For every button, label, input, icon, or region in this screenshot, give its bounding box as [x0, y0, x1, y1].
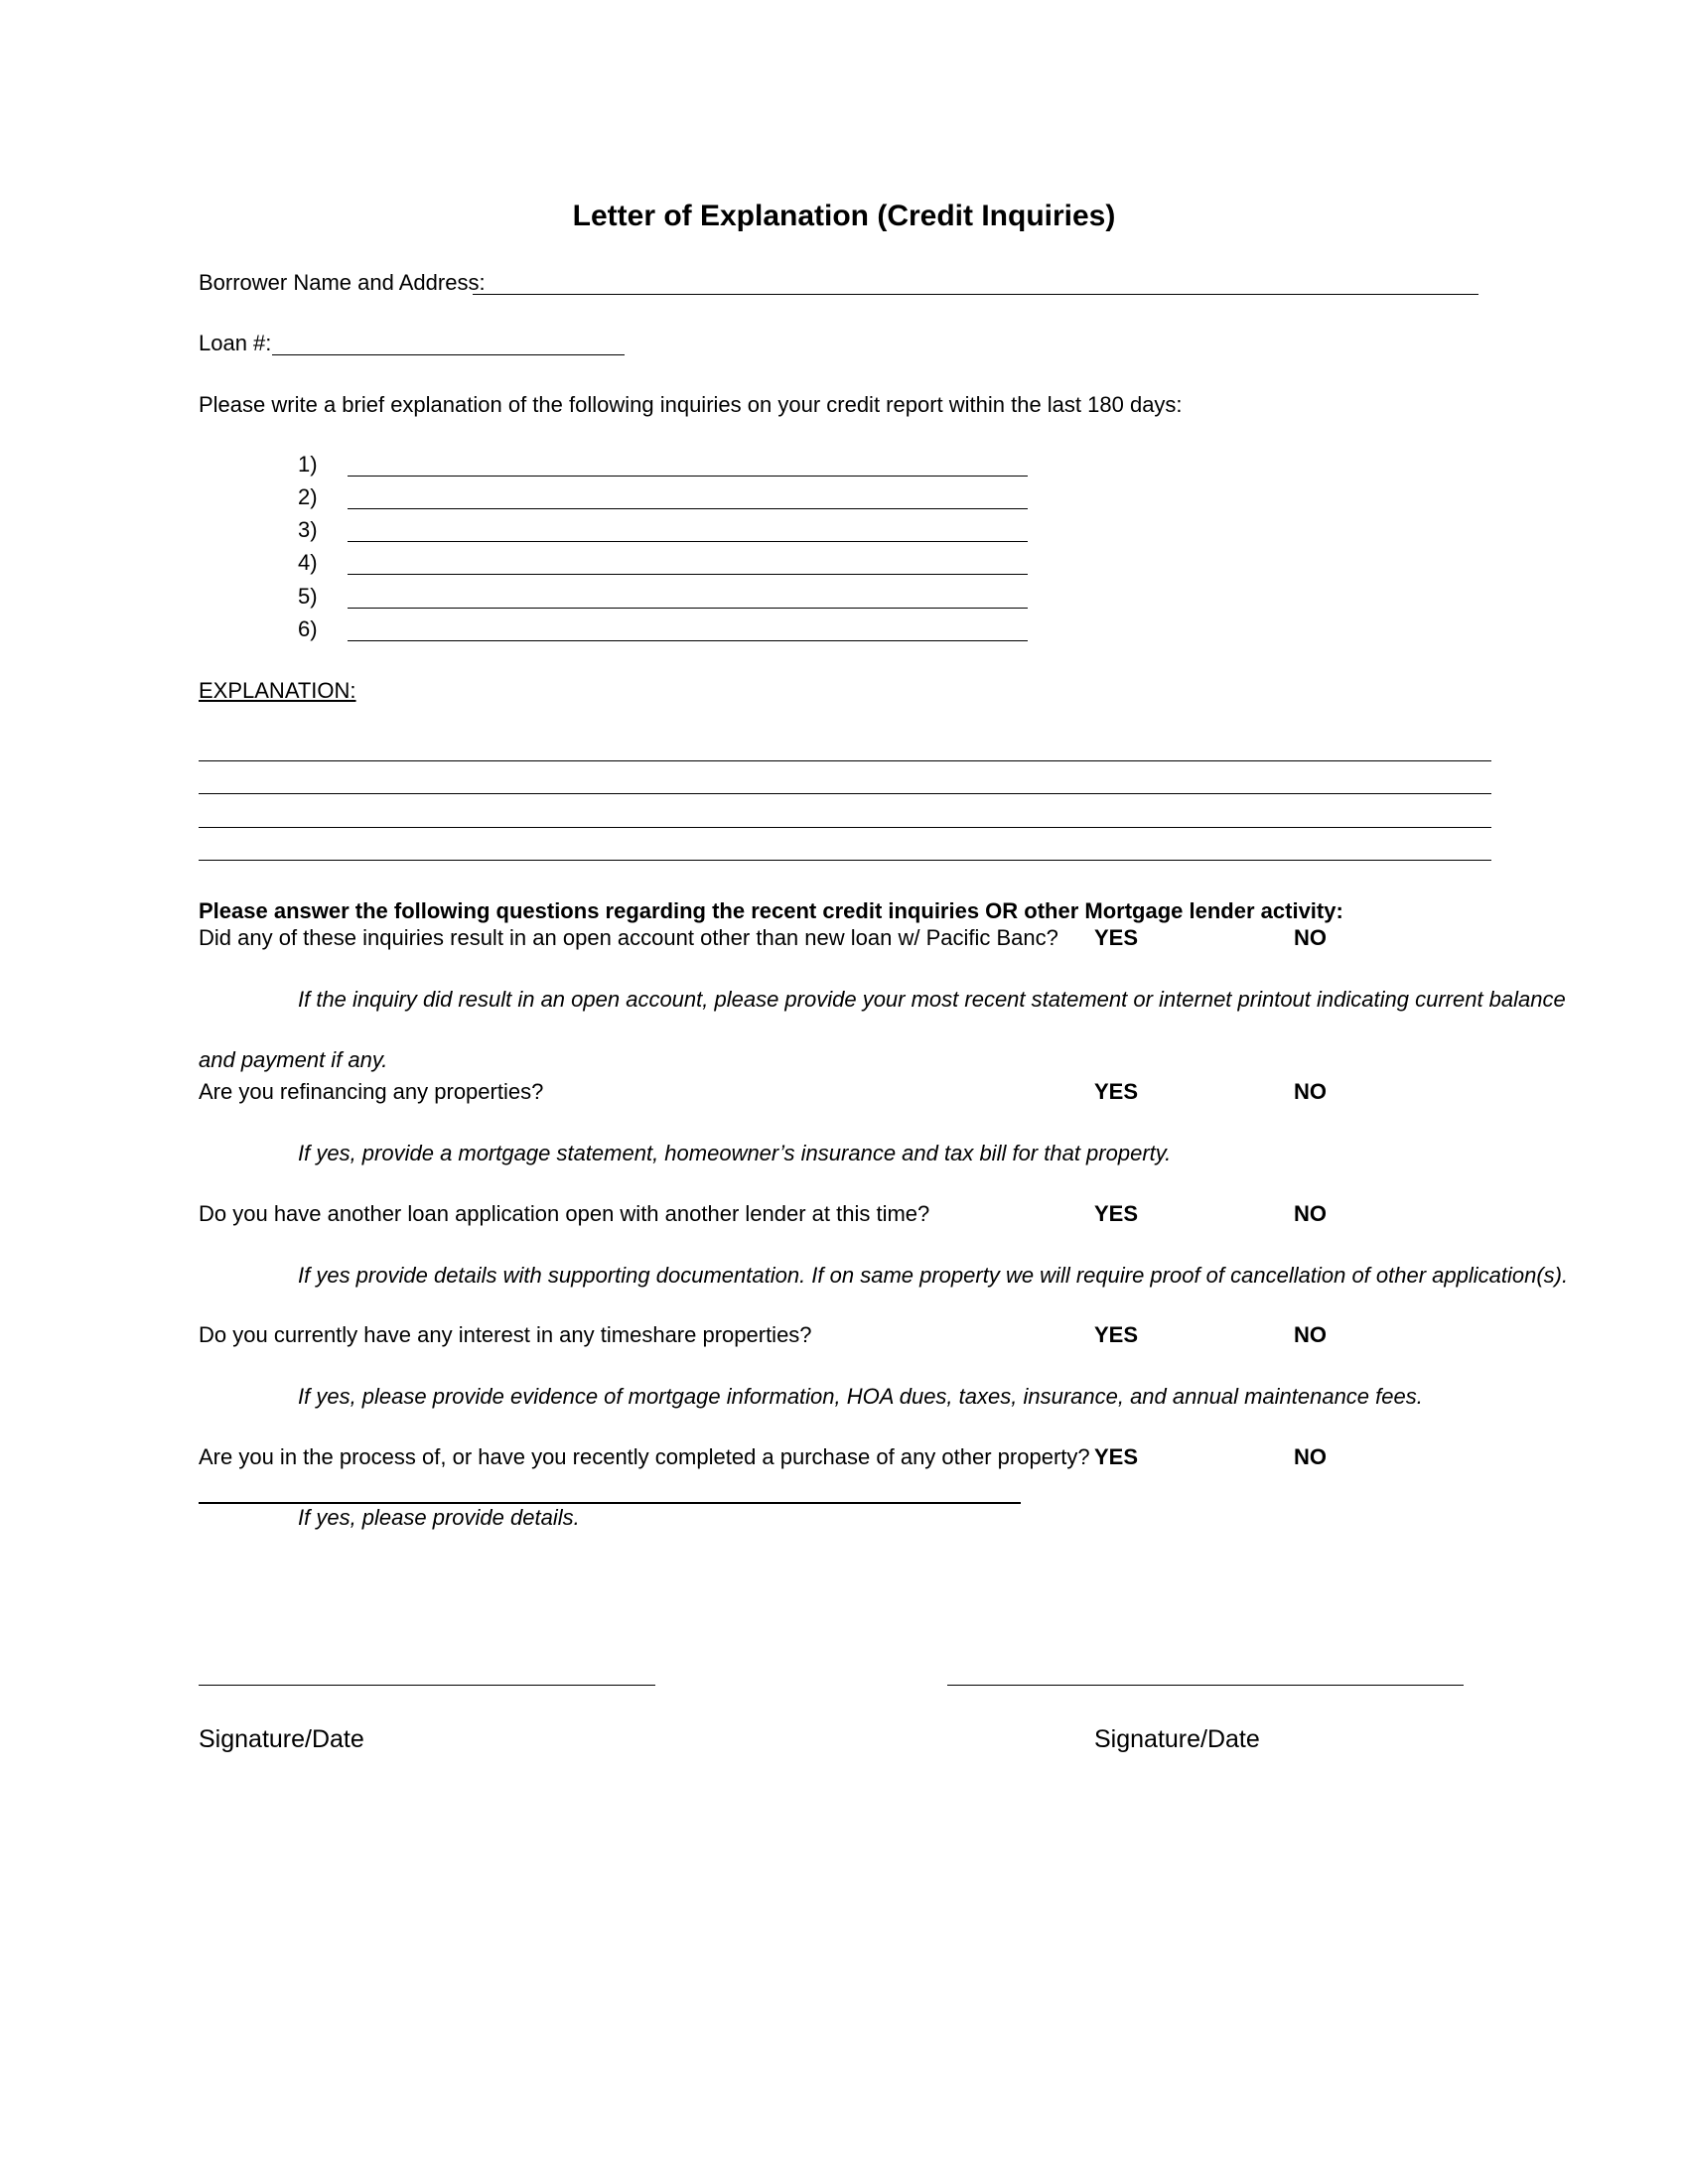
inquiry-field[interactable] — [348, 476, 1028, 477]
instructions-text: Please write a brief explanation of the following inquiries on your credit report within the last 180 days: — [199, 392, 1183, 417]
inquiry-field[interactable] — [348, 508, 1028, 509]
signature-label-1: Signature/Date — [199, 1725, 364, 1753]
question-text: Are you in the process of, or have you recently completed a purchase of any other property? — [199, 1444, 1090, 1469]
question-note: If yes, please provide details. — [298, 1505, 580, 1530]
explanation-line[interactable] — [199, 860, 1491, 861]
yes-option[interactable]: YES — [1094, 1322, 1139, 1347]
yes-option[interactable]: YES — [1094, 1201, 1139, 1226]
loan-number-field[interactable] — [272, 354, 625, 355]
question-note: If the inquiry did result in an open account, please provide your most recent statement or internet printout indicating current balance — [298, 987, 1566, 1012]
question-text: Are you refinancing any properties? — [199, 1079, 544, 1104]
question-note: If yes, provide a mortgage statement, homeowner’s insurance and tax bill for that property. — [298, 1141, 1172, 1165]
question-text: Do you currently have any interest in any timeshare properties? — [199, 1322, 812, 1347]
yes-option[interactable]: YES — [1094, 1444, 1139, 1469]
inquiry-number: 1) — [298, 452, 318, 477]
inquiry-number: 6) — [298, 616, 318, 641]
inquiry-field[interactable] — [348, 574, 1028, 575]
inquiry-number: 3) — [298, 517, 318, 542]
signature-line-2[interactable] — [947, 1685, 1464, 1686]
borrower-field[interactable] — [473, 294, 1478, 295]
signature-label-2: Signature/Date — [1094, 1725, 1260, 1753]
question-note: If yes, please provide evidence of mortgage information, HOA dues, taxes, insurance, and annual maintenance fees. — [298, 1384, 1423, 1409]
question-note-continued: and payment if any. — [199, 1047, 388, 1072]
inquiry-number: 4) — [298, 550, 318, 575]
page-title: Letter of Explanation (Credit Inquiries) — [572, 200, 1116, 232]
no-option[interactable]: NO — [1294, 1079, 1327, 1104]
explanation-line[interactable] — [199, 827, 1491, 828]
no-option[interactable]: NO — [1294, 1444, 1327, 1469]
question-text: Do you have another loan application open with another lender at this time? — [199, 1201, 930, 1226]
details-line[interactable] — [199, 1502, 1021, 1504]
explanation-label: EXPLANATION: — [199, 678, 356, 703]
question-text: Did any of these inquiries result in an open account other than new loan w/ Pacific Banc? — [199, 925, 1058, 950]
question-note: If yes provide details with supporting documentation. If on same property we will require proof of cancellation of other application(s). — [298, 1263, 1569, 1288]
explanation-line[interactable] — [199, 760, 1491, 761]
questions-header: Please answer the following questions regarding the recent credit inquiries OR other Mortgage lender activity: — [199, 898, 1343, 923]
explanation-line[interactable] — [199, 793, 1491, 794]
inquiry-field[interactable] — [348, 640, 1028, 641]
inquiry-number: 2) — [298, 484, 318, 509]
loan-label: Loan #: — [199, 331, 272, 355]
inquiry-field[interactable] — [348, 541, 1028, 542]
inquiry-field[interactable] — [348, 608, 1028, 609]
no-option[interactable]: NO — [1294, 925, 1327, 950]
no-option[interactable]: NO — [1294, 1201, 1327, 1226]
inquiry-number: 5) — [298, 584, 318, 609]
yes-option[interactable]: YES — [1094, 1079, 1139, 1104]
yes-option[interactable]: YES — [1094, 925, 1139, 950]
signature-line-1[interactable] — [199, 1685, 655, 1686]
borrower-label: Borrower Name and Address: — [199, 270, 486, 295]
no-option[interactable]: NO — [1294, 1322, 1327, 1347]
